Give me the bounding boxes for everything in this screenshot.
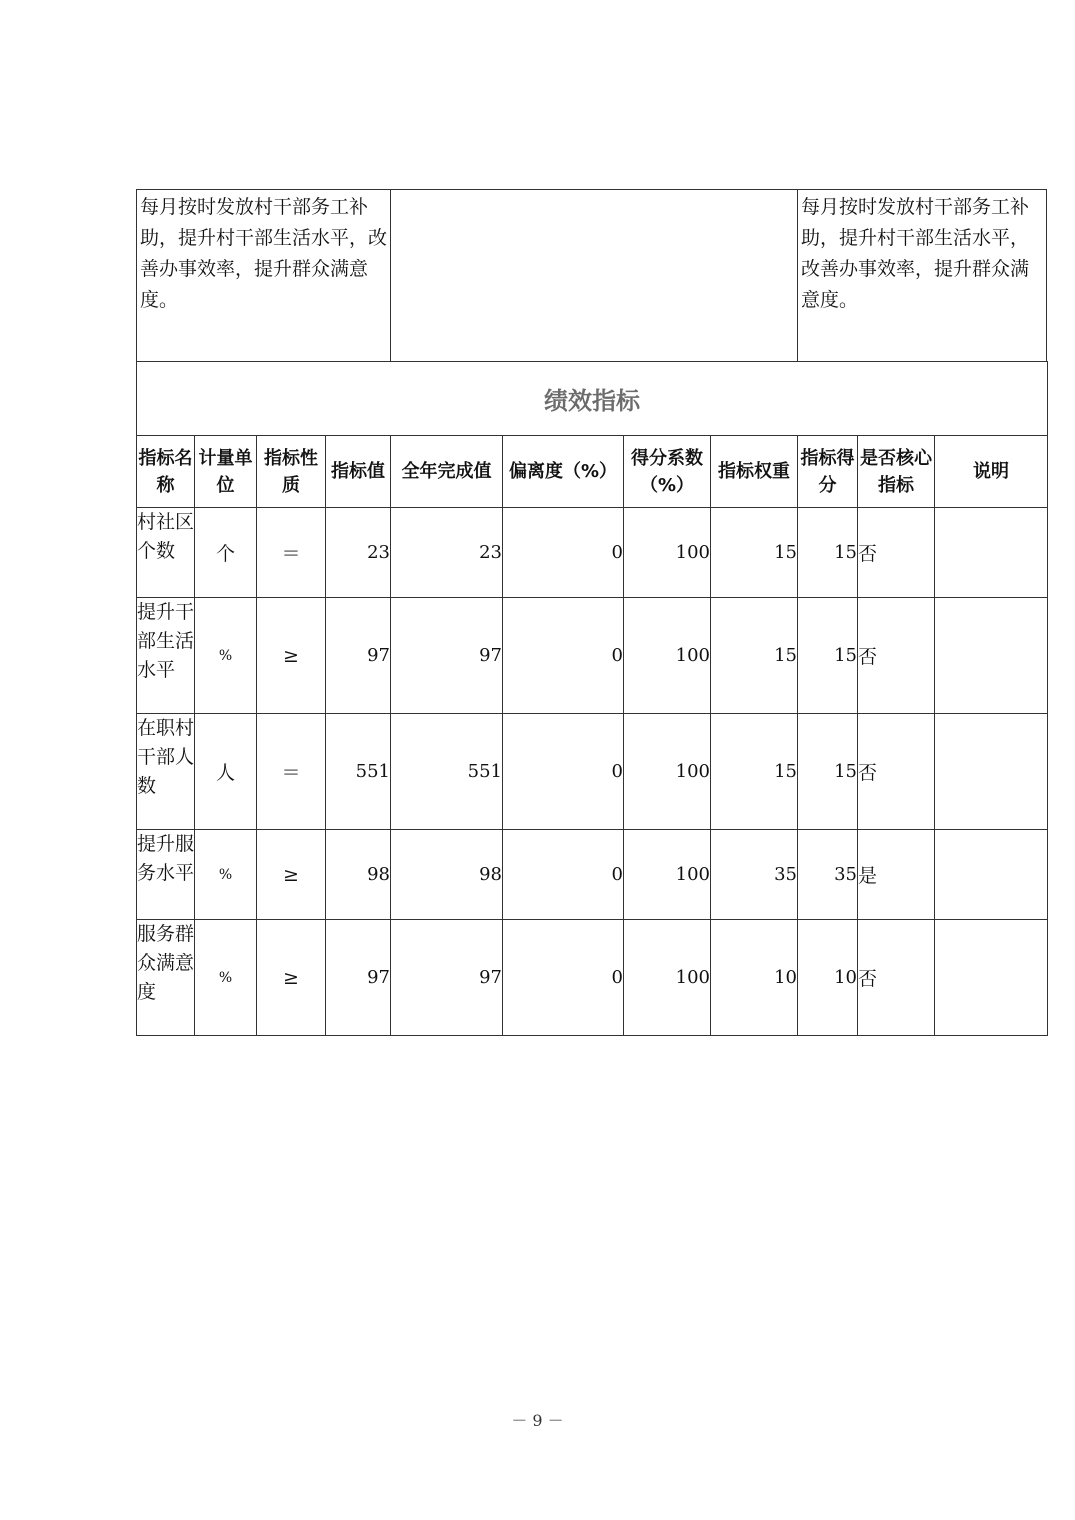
note-cell: [935, 830, 1048, 920]
header-deviation: 偏离度（%）: [503, 436, 624, 508]
note-cell: [935, 714, 1048, 830]
actual-value-cell: 97: [391, 920, 503, 1036]
weight-cell: 15: [711, 508, 798, 598]
target-value-cell: 551: [326, 714, 391, 830]
nature-cell: ≥: [257, 830, 326, 920]
nature-cell: ＝: [257, 714, 326, 830]
actual-value-cell: 23: [391, 508, 503, 598]
weight-cell: 15: [711, 598, 798, 714]
page-number: － 9 －: [511, 1411, 564, 1430]
indicator-name: 在职村干部人数: [137, 714, 195, 830]
core-indicator-cell: 否: [858, 598, 935, 714]
table-row: [137, 920, 1048, 1036]
table-row: [137, 598, 1048, 714]
nature-cell: ＝: [257, 508, 326, 598]
weight-cell: 15: [711, 714, 798, 830]
score-cell: 35: [798, 830, 858, 920]
header-annual-actual: 全年完成值: [391, 436, 503, 508]
section-title-row: [137, 362, 1048, 436]
header-weight: 指标权重: [711, 436, 798, 508]
indicator-name: 提升干部生活水平: [137, 598, 195, 714]
unit-cell: 个: [195, 508, 257, 598]
actual-value-cell: 97: [391, 598, 503, 714]
core-indicator-cell: 否: [858, 508, 935, 598]
indicator-name: 村社区个数: [137, 508, 195, 598]
score-cell: 15: [798, 598, 858, 714]
target-value-cell: 97: [326, 920, 391, 1036]
coefficient-cell: 100: [624, 830, 711, 920]
target-value-cell: 98: [326, 830, 391, 920]
header-target-value: 指标值: [326, 436, 391, 508]
indicator-name: 服务群众满意度: [137, 920, 195, 1036]
nature-cell: ≥: [257, 920, 326, 1036]
header-unit: 计量单位: [195, 436, 257, 508]
unit-cell: %: [195, 830, 257, 920]
header-nature: 指标性质: [257, 436, 326, 508]
unit-cell: %: [195, 920, 257, 1036]
core-indicator-cell: 否: [858, 714, 935, 830]
weight-cell: 10: [711, 920, 798, 1036]
goal-actual-text: 每月按时发放村干部务工补助，提升村干部生活水平，改善办事效率，提升群众满意度。: [801, 196, 1030, 311]
coefficient-cell: 100: [624, 714, 711, 830]
goal-target-text: 每月按时发放村干部务工补助，提升村干部生活水平，改善办事效率，提升群众满意度。: [137, 190, 391, 361]
coefficient-cell: 100: [624, 598, 711, 714]
header-indicator-name: 指标名称: [137, 436, 195, 508]
deviation-cell: 0: [503, 598, 624, 714]
score-cell: 15: [798, 508, 858, 598]
section-title: 绩效指标: [137, 362, 1048, 436]
deviation-cell: 0: [503, 830, 624, 920]
score-cell: 15: [798, 714, 858, 830]
nature-cell: ≥: [257, 598, 326, 714]
target-value-cell: 97: [326, 598, 391, 714]
table-header-row: [137, 436, 1048, 508]
note-cell: [935, 920, 1048, 1036]
note-cell: [935, 598, 1048, 714]
indicator-name: 提升服务水平: [137, 830, 195, 920]
header-score: 指标得分: [798, 436, 858, 508]
header-core-indicator: 是否核心指标: [858, 436, 935, 508]
header-note: 说明: [935, 436, 1048, 508]
unit-cell: %: [195, 598, 257, 714]
table-row: [137, 714, 1048, 830]
weight-cell: 35: [711, 830, 798, 920]
actual-value-cell: 98: [391, 830, 503, 920]
coefficient-cell: 100: [624, 508, 711, 598]
table-row: [137, 508, 1048, 598]
note-cell: [935, 508, 1048, 598]
unit-cell: 人: [195, 714, 257, 830]
goal-middle-cell: [391, 190, 798, 361]
target-value-cell: 23: [326, 508, 391, 598]
core-indicator-cell: 是: [858, 830, 935, 920]
table-row: [137, 830, 1048, 920]
performance-indicator-table: [136, 361, 1048, 1036]
goal-description-box: [136, 189, 1047, 362]
deviation-cell: 0: [503, 508, 624, 598]
header-score-coefficient: 得分系数（%）: [624, 436, 711, 508]
deviation-cell: 0: [503, 714, 624, 830]
coefficient-cell: 100: [624, 920, 711, 1036]
deviation-cell: 0: [503, 920, 624, 1036]
score-cell: 10: [798, 920, 858, 1036]
core-indicator-cell: 否: [858, 920, 935, 1036]
actual-value-cell: 551: [391, 714, 503, 830]
